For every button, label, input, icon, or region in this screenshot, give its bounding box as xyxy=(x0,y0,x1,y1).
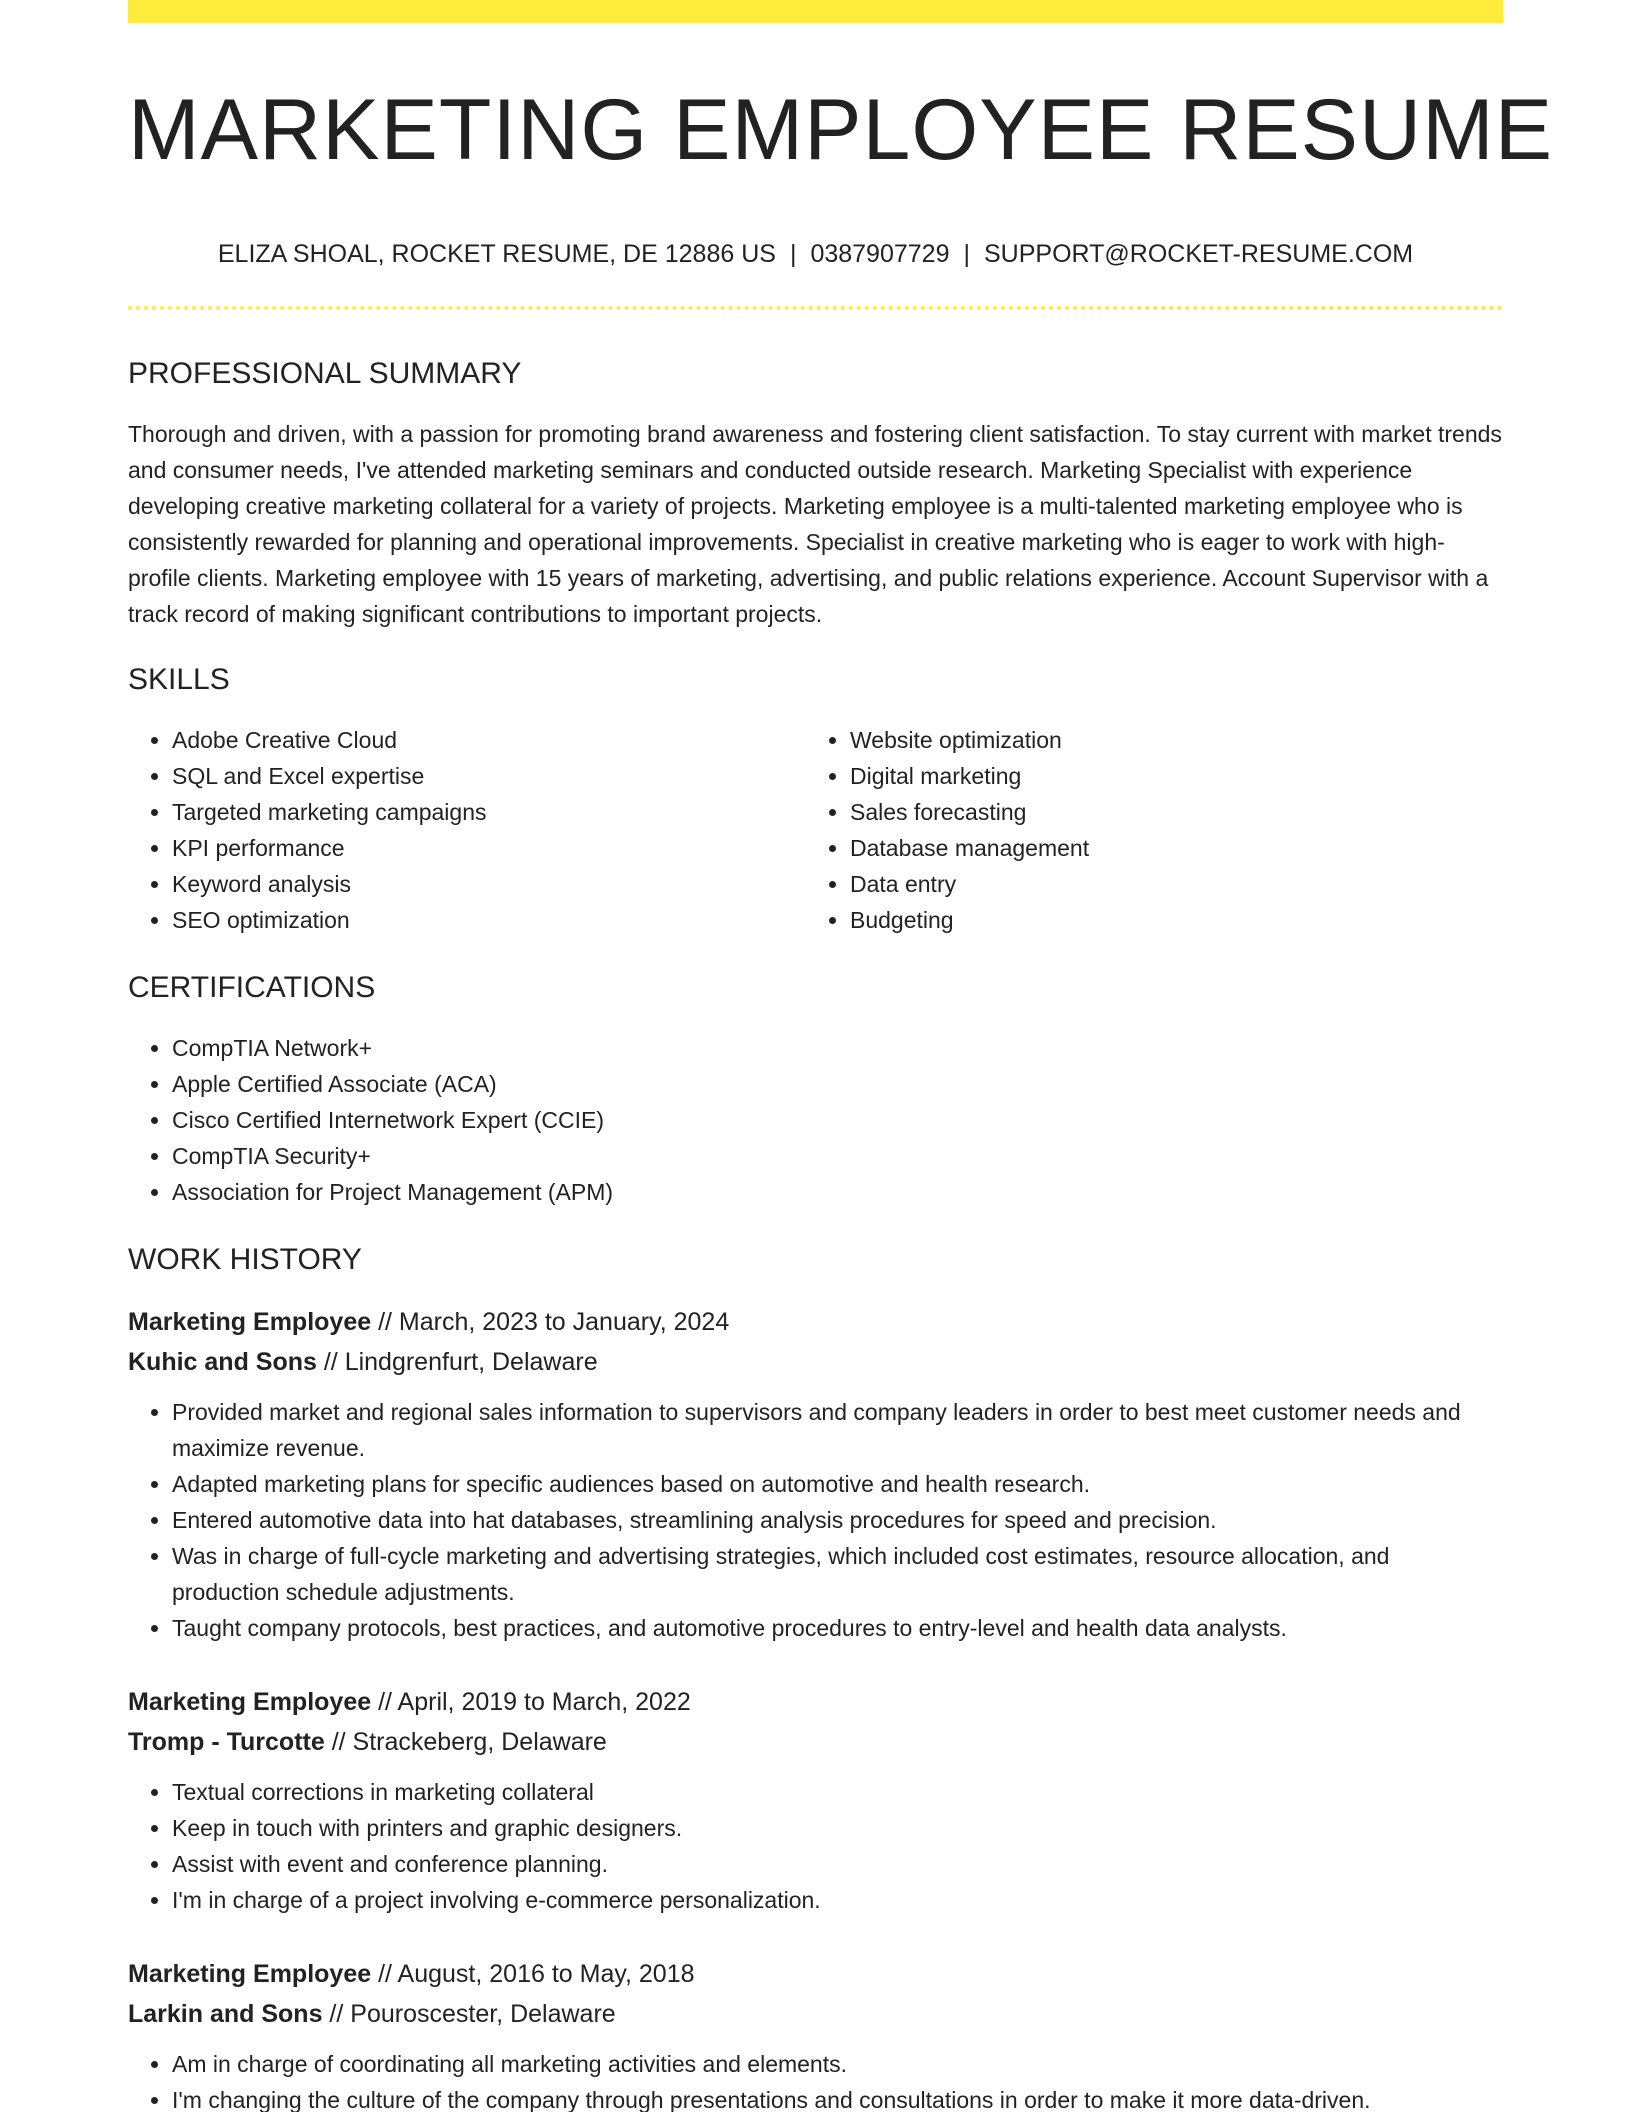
work-history-section xyxy=(128,1238,1503,2112)
job-duties-list xyxy=(128,1774,1503,1918)
summary-text: Thorough and driven, with a passion for promoting brand awareness and fostering client satisfaction. To stay current with market trends and consumer needs, I've attended marketing seminars and conducted outside research. Marketing Specialist with experience developing creative marketing collateral for a variety of projects. Marketing employee is a multi-talented marketing employee who is consistently rewarded for planning and operational improvements. Specialist in creative marketing who is eager to work with high-profile clients. Marketing employee with 15 years of marketing, advertising, and public relations experience. Account Supervisor with a track record of making significant contributions to important projects. xyxy=(128,421,1502,627)
certifications-list xyxy=(128,1030,1503,1210)
job-dates: // March, 2023 to January, 2024 xyxy=(371,1308,730,1336)
certifications-section xyxy=(128,966,1503,1210)
skill-item: • Targeted marketing campaigns xyxy=(172,794,806,830)
job-duty: • Adapted marketing plans for specific audiences based on automotive and health research. xyxy=(172,1466,1503,1502)
job-duty: • I'm in charge of a project involving e-commerce personalization. xyxy=(172,1882,1503,1918)
contact-email: SUPPORT@ROCKET-RESUME.COM xyxy=(983,240,1414,268)
contact-separator: | xyxy=(789,240,797,268)
skill-item: • Data entry xyxy=(850,866,1484,902)
job-duties-list xyxy=(128,1394,1503,1646)
job-entry xyxy=(128,1302,1503,1646)
job-company: Kuhic and Sons xyxy=(128,1348,317,1376)
skill-item: • Database management xyxy=(850,830,1484,866)
skills-columns xyxy=(128,722,1503,938)
job-duty: • I'm changing the culture of the company through presentations and consultations in order to make it more data-driven. xyxy=(172,2082,1503,2112)
job-title-line xyxy=(128,1954,1503,1994)
certification-item: • Cisco Certified Internetwork Expert (CCIE) xyxy=(172,1102,1503,1138)
job-duty: • Am in charge of coordinating all marketing activities and elements. xyxy=(172,2046,1503,2082)
skill-item: • Budgeting xyxy=(850,902,1484,938)
job-duty: • Textual corrections in marketing collateral xyxy=(172,1774,1503,1810)
job-location: // Pouroscester, Delaware xyxy=(322,2000,616,2028)
job-duty: • Keep in touch with printers and graphic designers. xyxy=(172,1810,1503,1846)
job-title: Marketing Employee xyxy=(128,1308,372,1336)
job-duty: • Assist with event and conference planning. xyxy=(172,1846,1503,1882)
resume-title: MARKETING EMPLOYEE RESUME xyxy=(128,82,1554,178)
skill-item: • SEO optimization xyxy=(172,902,806,938)
job-duties-list xyxy=(128,2046,1503,2112)
contact-address: ELIZA SHOAL, ROCKET RESUME, DE 12886 US xyxy=(217,240,776,268)
job-location: // Strackeberg, Delaware xyxy=(324,1728,607,1756)
skills-heading: SKILLS xyxy=(128,663,230,696)
job-location: // Lindgrenfurt, Delaware xyxy=(316,1348,598,1376)
skills-list-left xyxy=(128,722,806,938)
skill-item: • KPI performance xyxy=(172,830,806,866)
resume-body xyxy=(128,352,1503,2112)
skill-item: • Sales forecasting xyxy=(850,794,1484,830)
job-company: Larkin and Sons xyxy=(128,2000,323,2028)
skill-item: • Digital marketing xyxy=(850,758,1484,794)
certifications-heading: CERTIFICATIONS xyxy=(128,971,376,1004)
skill-item: • Adobe Creative Cloud xyxy=(172,722,806,758)
job-company-line xyxy=(128,1342,1503,1382)
certification-item: • Association for Project Management (APM) xyxy=(172,1174,1503,1210)
accent-top-bar xyxy=(128,0,1503,23)
skill-item: • SQL and Excel expertise xyxy=(172,758,806,794)
skill-item: • Keyword analysis xyxy=(172,866,806,902)
job-duty: • Entered automotive data into hat databases, streamlining analysis procedures for speed and precision. xyxy=(172,1502,1503,1538)
skills-section xyxy=(128,658,1503,938)
certification-item: • CompTIA Security+ xyxy=(172,1138,1503,1174)
job-company-line xyxy=(128,1722,1503,1762)
contact-phone: 0387907729 xyxy=(810,240,950,268)
job-dates: // August, 2016 to May, 2018 xyxy=(371,1960,695,1988)
job-duty: • Taught company protocols, best practices, and automotive procedures to entry-level and health data analysts. xyxy=(172,1610,1503,1646)
job-title: Marketing Employee xyxy=(128,1960,372,1988)
job-duty: • Provided market and regional sales information to supervisors and company leaders in order to best meet customer needs and maximize revenue. xyxy=(172,1394,1503,1466)
job-title-line xyxy=(128,1682,1503,1722)
contact-line xyxy=(128,236,1503,272)
summary-section xyxy=(128,352,1503,632)
skills-list-right xyxy=(806,722,1484,938)
job-duty: • Was in charge of full-cycle marketing and advertising strategies, which included cost estimates, resource allocation, and production schedule adjustments. xyxy=(172,1538,1503,1610)
job-entry xyxy=(128,1954,1503,2112)
work-history-heading: WORK HISTORY xyxy=(128,1243,362,1276)
certification-item: • CompTIA Network+ xyxy=(172,1030,1503,1066)
job-dates: // April, 2019 to March, 2022 xyxy=(371,1688,691,1716)
job-title-line xyxy=(128,1302,1503,1342)
header-divider xyxy=(128,306,1503,310)
contact-separator: | xyxy=(963,240,970,268)
job-company: Tromp - Turcotte xyxy=(128,1728,325,1756)
job-entry xyxy=(128,1682,1503,1918)
job-title: Marketing Employee xyxy=(128,1688,372,1716)
skill-item: • Website optimization xyxy=(850,722,1484,758)
summary-heading: PROFESSIONAL SUMMARY xyxy=(128,357,522,390)
certification-item: • Apple Certified Associate (ACA) xyxy=(172,1066,1503,1102)
job-company-line xyxy=(128,1994,1503,2034)
